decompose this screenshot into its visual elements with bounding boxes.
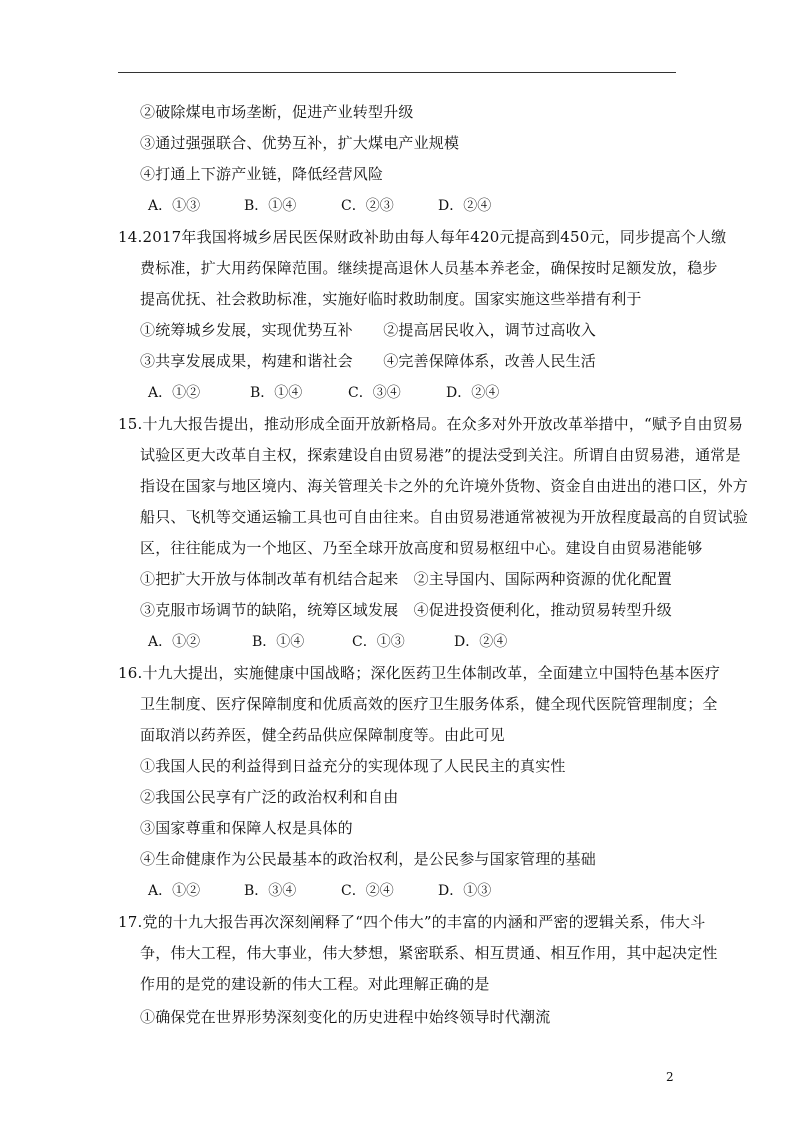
- question-14-stem: 费标准，扩大用药保障范围。继续提高退休人员基本养老金，确保按时足额发放，稳步: [140, 259, 718, 277]
- question-15-stem: 船只、飞机等交通运输工具也可自由往来。自由贸易港通常被视为开放程度最高的自贸试验: [140, 508, 749, 526]
- question-16-option: ②我国公民享有广泛的政治权利和自由: [140, 788, 399, 806]
- choice-d: D．①③: [438, 883, 492, 899]
- header-rule: [118, 72, 676, 73]
- option-line: ②破除煤电市场垄断，促进产业转型升级: [140, 103, 414, 121]
- question-16-stem: 面取消以药养医，健全药品供应保障制度等。由此可见: [140, 726, 505, 744]
- choice-a: A．①②: [148, 634, 201, 650]
- question-15-stem: 15.十九大报告提出，推动形成全面开放新格局。在众多对外开放改革举措中，“赋予自由贸易: [118, 415, 744, 433]
- question-16-stem: 16.十九大提出，实施健康中国战略；深化医药卫生体制改革，全面建立中国特色基本医疗: [118, 664, 721, 682]
- choice-c: C．①③: [352, 634, 405, 650]
- question-14-option: ①统筹城乡发展，实现优势互补 ②提高居民收入，调节过高收入: [140, 321, 597, 339]
- choice-b: B．③④: [244, 883, 297, 899]
- question-15-stem: 试验区更大改革自主权，探索建设自由贸易港”的提法受到关注。所谓自由贸易港，通常是: [140, 446, 741, 464]
- question-16-stem: 卫生制度、医疗保障制度和优质高效的医疗卫生服务体系，健全现代医院管理制度；全: [140, 695, 718, 713]
- question-16-option: ③国家尊重和保障人权是具体的: [140, 819, 353, 837]
- question-14-stem: 提高优抚、社会救助标准，实施好临时救助制度。国家实施这些举措有利于: [140, 290, 642, 308]
- option-line: ④打通上下游产业链，降低经营风险: [140, 165, 384, 183]
- question-17-stem: 作用的是党的建设新的伟大工程。对此理解正确的是: [140, 975, 490, 993]
- choice-c: C．③④: [348, 385, 401, 401]
- choice-d: D．②④: [454, 634, 508, 650]
- choice-d: D．②④: [438, 198, 492, 214]
- choice-a: A．①②: [148, 883, 201, 899]
- question-17-option: ①确保党在世界形势深刻变化的历史进程中始终领导时代潮流: [140, 1008, 551, 1026]
- question-15-option: ③克服市场调节的缺陷，统筹区域发展 ④促进投资便利化，推动贸易转型升级: [140, 601, 673, 619]
- choice-b: B．①④: [244, 198, 297, 214]
- question-15-option: ①把扩大开放与体制改革有机结合起来 ②主导国内、国际两种资源的优化配置: [140, 570, 673, 588]
- question-17-stem: 争，伟大工程，伟大事业，伟大梦想，紧密联系、相互贯通、相互作用，其中起决定性: [140, 944, 718, 962]
- choice-b: B．①④: [252, 634, 305, 650]
- question-15-stem: 指设在国家与地区境内、海关管理关卡之外的允许境外货物、资金自由进出的港口区，外方: [140, 477, 749, 495]
- choice-d: D．②④: [446, 385, 500, 401]
- choice-c: C．②③: [341, 198, 394, 214]
- question-17-stem: 17.党的十九大报告再次深刻阐释了“四个伟大”的丰富的内涵和严密的逻辑关系，伟大斗: [118, 913, 706, 931]
- choice-a: A．①②: [148, 385, 201, 401]
- question-15-stem: 区，往往能成为一个地区、乃至全球开放高度和贸易枢纽中心。建设自由贸易港能够: [140, 539, 703, 557]
- page-number: 2: [666, 1070, 674, 1084]
- choice-a: A．①③: [148, 198, 201, 214]
- choice-b: B．①④: [250, 385, 303, 401]
- question-16-option: ④生命健康作为公民最基本的政治权利，是公民参与国家管理的基础: [140, 850, 597, 868]
- choice-c: C．②④: [341, 883, 394, 899]
- question-16-option: ①我国人民的利益得到日益充分的实现体现了人民民主的真实性: [140, 757, 566, 775]
- question-14-option: ③共享发展成果，构建和谐社会 ④完善保障体系，改善人民生活: [140, 352, 597, 370]
- question-14-stem: 14.2017年我国将城乡居民医保财政补助由每人每年420元提高到450元，同步提高个人缴: [118, 228, 727, 246]
- option-line: ③通过强强联合、优势互补，扩大煤电产业规模: [140, 134, 460, 152]
